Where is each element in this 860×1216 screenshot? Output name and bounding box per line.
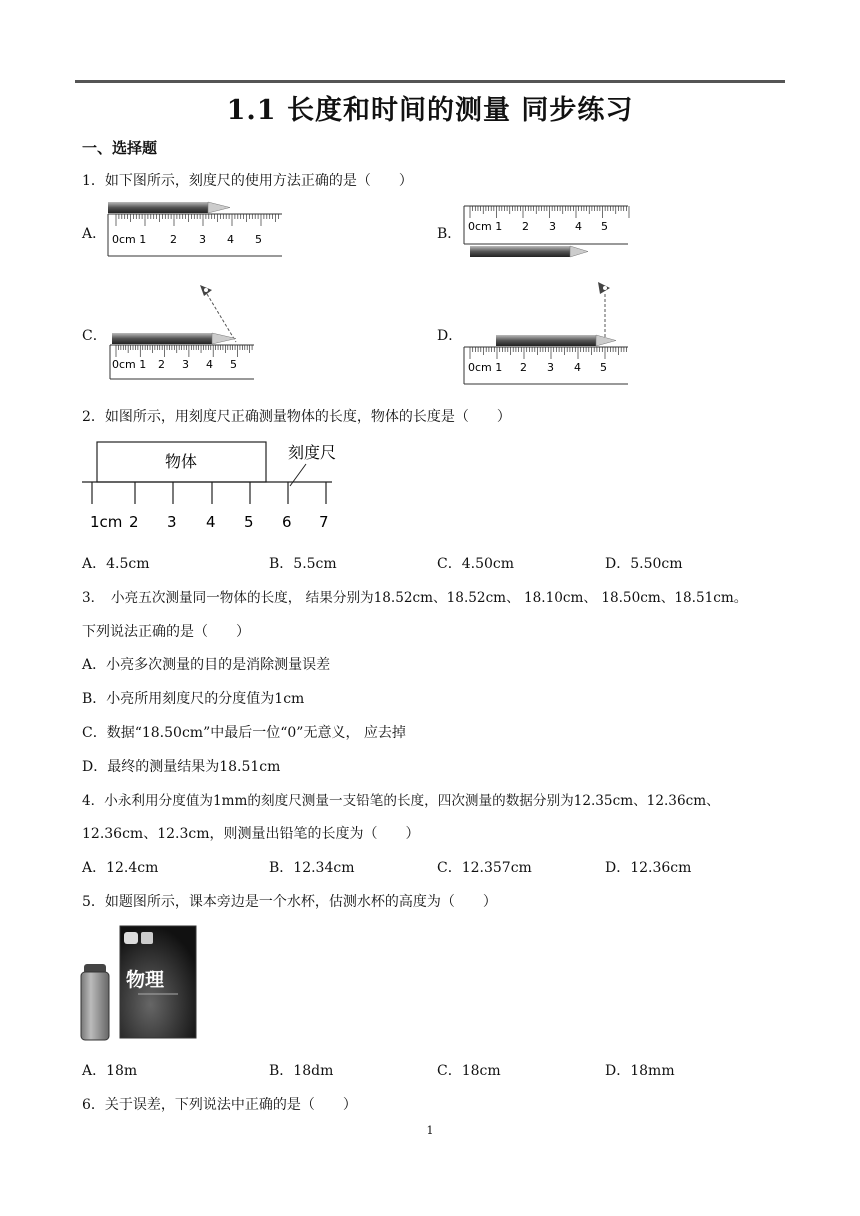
tick-label: 0cm 1	[468, 220, 503, 233]
tick-label: 2	[129, 513, 139, 531]
q5-option-c[interactable]: C．18cm	[437, 1063, 501, 1079]
header-rule	[75, 80, 785, 83]
q3-option-d[interactable]: D．最终的测量结果为18.51cm	[82, 759, 281, 775]
question-5-stem: 5．如题图所示，课本旁边是一个水杯，估测水杯的高度为（ ）	[82, 894, 497, 910]
tick-label: 6	[282, 513, 292, 531]
tick-label: 0cm 1	[468, 361, 503, 374]
section-heading: 一、选择题	[82, 139, 158, 157]
q1-option-a-label: A．	[82, 226, 107, 242]
q1-option-c-label: C．	[82, 328, 107, 344]
q1-figure-b	[460, 202, 632, 264]
q2-figure	[80, 436, 342, 536]
tick-label: 0cm 1	[112, 233, 147, 246]
book-title: 物理	[126, 969, 165, 991]
object-label: 物体	[165, 452, 198, 471]
tick-label: 4	[206, 358, 213, 371]
q3-option-c[interactable]: C．数据“18.50cm”中最后一位“0”无意义， 应去掉	[82, 725, 406, 741]
tick-label: 4	[227, 233, 234, 246]
page-number: 1	[426, 1124, 434, 1137]
q1-figure-c	[106, 280, 276, 384]
tick-label: 2	[158, 358, 165, 371]
tick-label: 5	[600, 361, 607, 374]
tick-label: 1cm	[90, 513, 123, 531]
question-3-stem-line2: 下列说法正确的是（ ）	[82, 624, 250, 640]
tick-label: 2	[520, 361, 527, 374]
tick-label: 0cm 1	[112, 358, 147, 371]
page-title: 1.1 长度和时间的测量 同步练习	[226, 95, 634, 126]
tick-label: 3	[199, 233, 206, 246]
tick-label: 4	[575, 220, 582, 233]
q2-option-c[interactable]: C．4.50cm	[437, 556, 514, 572]
q2-option-b[interactable]: B．5.5cm	[269, 556, 337, 572]
ruler-label: 刻度尺	[288, 443, 337, 462]
tick-label: 3	[547, 361, 554, 374]
q4-option-b[interactable]: B．12.34cm	[269, 860, 355, 876]
q1-option-b-label: B．	[437, 226, 462, 242]
q1-figure-d	[460, 278, 632, 386]
q2-option-d[interactable]: D．5.50cm	[605, 556, 683, 572]
q4-option-c[interactable]: C．12.357cm	[437, 860, 532, 876]
question-4-stem-line2: 12.36cm、12.3cm，则测量出铅笔的长度为（ ）	[82, 826, 420, 842]
q5-option-d[interactable]: D．18mm	[605, 1063, 675, 1079]
question-2-stem: 2．如图所示，用刻度尺正确测量物体的长度，物体的长度是（ ）	[82, 409, 511, 425]
q4-option-a[interactable]: A．12.4cm	[82, 860, 159, 876]
tick-label: 3	[182, 358, 189, 371]
q5-option-b[interactable]: B．18dm	[269, 1063, 334, 1079]
tick-label: 7	[319, 513, 329, 531]
question-4-stem-line1: 4．小永利用分度值为1mm的刻度尺测量一支铅笔的长度，四次测量的数据分别为12.35cm、12.36cm、	[82, 793, 720, 809]
question-6-stem: 6．关于误差，下列说法中正确的是（ ）	[82, 1097, 357, 1113]
q3-option-a[interactable]: A．小亮多次测量的目的是消除测量误差	[82, 657, 331, 673]
tick-label: 4	[574, 361, 581, 374]
tick-label: 5	[255, 233, 262, 246]
tick-label: 4	[206, 513, 216, 531]
tick-label: 5	[244, 513, 254, 531]
tick-label: 5	[601, 220, 608, 233]
q1-option-d-label: D．	[437, 328, 463, 344]
q4-option-d[interactable]: D．12.36cm	[605, 860, 692, 876]
tick-label: 3	[549, 220, 556, 233]
tick-label: 5	[230, 358, 237, 371]
question-3-stem-line1: 3． 小亮五次测量同一物体的长度， 结果分别为18.52cm、18.52cm、 18.10cm、 18.50cm、18.51cm。	[82, 590, 748, 606]
q3-option-b[interactable]: B．小亮所用刻度尺的分度值为1cm	[82, 691, 305, 707]
q5-option-a[interactable]: A．18m	[82, 1063, 138, 1079]
tick-label: 2	[170, 233, 177, 246]
q2-option-a[interactable]: A．4.5cm	[82, 556, 150, 572]
q1-figure-a	[106, 198, 286, 260]
tick-label: 3	[167, 513, 177, 531]
tick-label: 2	[522, 220, 529, 233]
q5-figure	[78, 922, 204, 1042]
question-1-stem: 1．如下图所示，刻度尺的使用方法正确的是（ ）	[82, 173, 413, 189]
